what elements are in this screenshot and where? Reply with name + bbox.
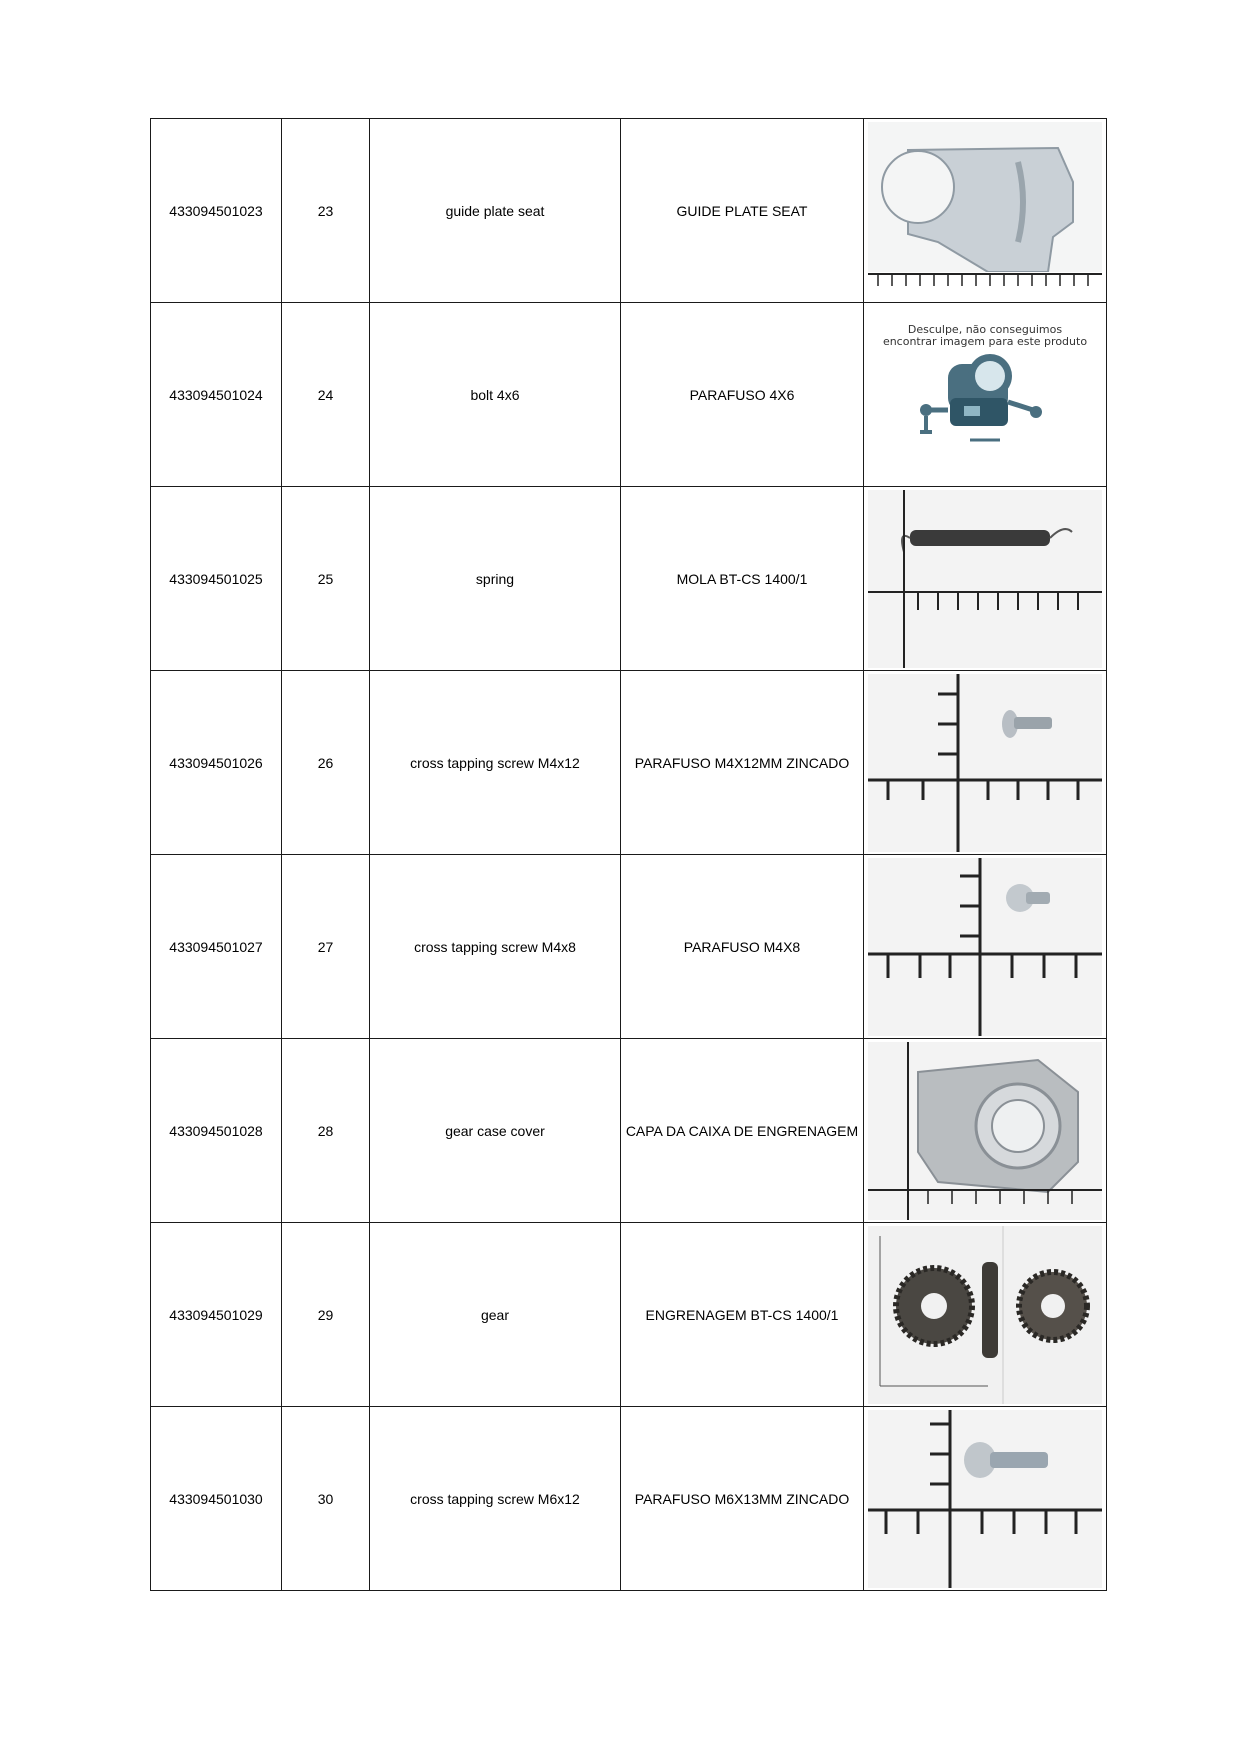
item-number: 23 xyxy=(282,119,370,303)
english-description: guide plate seat xyxy=(370,119,621,303)
english-description: cross tapping screw M4x8 xyxy=(370,855,621,1039)
table-row xyxy=(151,487,1107,671)
gear-photo xyxy=(868,1226,1102,1404)
screw-photo xyxy=(868,858,1102,1036)
part-code: 433094501030 xyxy=(151,1407,282,1591)
english-description: cross tapping screw M4x12 xyxy=(370,671,621,855)
spring-photo xyxy=(868,490,1102,668)
parts-table xyxy=(150,118,1107,1591)
part-code: 433094501028 xyxy=(151,1039,282,1223)
item-number: 27 xyxy=(282,855,370,1039)
item-number: 26 xyxy=(282,671,370,855)
part-code: 433094501025 xyxy=(151,487,282,671)
portuguese-description: ENGRENAGEM BT-CS 1400/1 xyxy=(621,1223,864,1407)
item-number: 28 xyxy=(282,1039,370,1223)
part-code: 433094501026 xyxy=(151,671,282,855)
table-row xyxy=(151,671,1107,855)
portuguese-description: PARAFUSO M4X8 xyxy=(621,855,864,1039)
product-image-cell xyxy=(864,1039,1107,1223)
screw-photo xyxy=(868,674,1102,852)
product-image-cell xyxy=(864,671,1107,855)
guide-plate-photo xyxy=(868,122,1102,300)
english-description: gear case cover xyxy=(370,1039,621,1223)
item-number: 29 xyxy=(282,1223,370,1407)
product-image-cell xyxy=(864,303,1107,487)
product-image-cell xyxy=(864,855,1107,1039)
portuguese-description: PARAFUSO M6X13MM ZINCADO xyxy=(621,1407,864,1591)
part-code: 433094501023 xyxy=(151,119,282,303)
table-row xyxy=(151,119,1107,303)
part-code: 433094501029 xyxy=(151,1223,282,1407)
product-image-cell xyxy=(864,119,1107,303)
item-number: 25 xyxy=(282,487,370,671)
item-number: 24 xyxy=(282,303,370,487)
product-image-cell xyxy=(864,487,1107,671)
part-code: 433094501024 xyxy=(151,303,282,487)
table-row xyxy=(151,1039,1107,1223)
part-code: 433094501027 xyxy=(151,855,282,1039)
product-image-cell xyxy=(864,1407,1107,1591)
table-row xyxy=(151,303,1107,487)
table-row xyxy=(151,1407,1107,1591)
screw-photo xyxy=(868,1410,1102,1588)
product-image-cell xyxy=(864,1223,1107,1407)
table-row xyxy=(151,1223,1107,1407)
portuguese-description: PARAFUSO 4X6 xyxy=(621,303,864,487)
english-description: cross tapping screw M6x12 xyxy=(370,1407,621,1591)
english-description: spring xyxy=(370,487,621,671)
not-found-message: Desculpe, não conseguimos encontrar imagem para este produto xyxy=(882,322,1088,348)
english-description: gear xyxy=(370,1223,621,1407)
table-row xyxy=(151,855,1107,1039)
image-not-found-placeholder xyxy=(868,306,1102,484)
portuguese-description: GUIDE PLATE SEAT xyxy=(621,119,864,303)
portuguese-description: MOLA BT-CS 1400/1 xyxy=(621,487,864,671)
english-description: bolt 4x6 xyxy=(370,303,621,487)
portuguese-description: CAPA DA CAIXA DE ENGRENAGEM xyxy=(621,1039,864,1223)
portuguese-description: PARAFUSO M4X12MM ZINCADO xyxy=(621,671,864,855)
item-number: 30 xyxy=(282,1407,370,1591)
gear-case-cover-photo xyxy=(868,1042,1102,1220)
